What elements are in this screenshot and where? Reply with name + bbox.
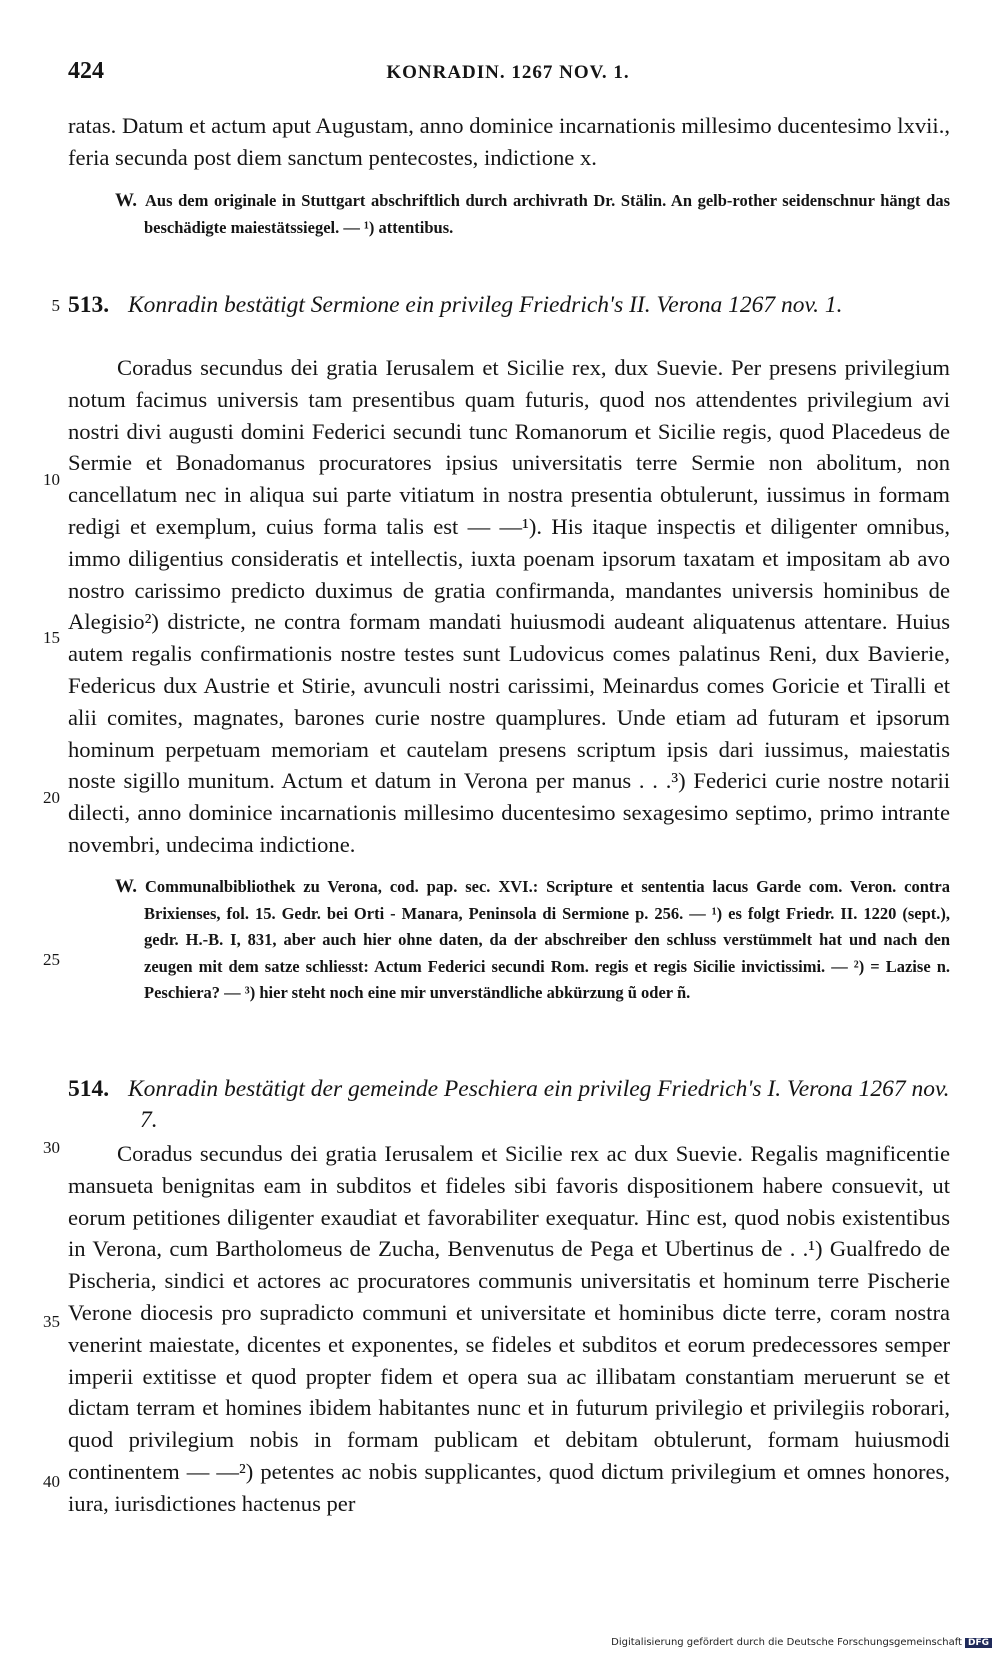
opening-paragraph bbox=[68, 110, 950, 174]
doc-513-note-text: Communalbibliothek zu Verona, cod. pap. sec. XVI.: Scripture et sententia lacus Garde com. Veron. contra Brixienses, fol. 15. Gedr. bei Orti - Manara, Peninsola di Sermione p. 256. — ¹) es folgt Friedr. II. 1220 (sept.), gedr. H.-B. I, 831, aber auch hier ohne daten, da der abschreiber den schluss verstümmelt hat und nach den zeugen mit dem satze schliesst: Actum Federici secundi Rom. regis et regis Sicilie invictissimi. — ²) = Lazise n. Peschiera? — ³) hier steht noch eine mir unverständliche abkürzung ũ oder ñ. bbox=[144, 877, 950, 1002]
doc-513-text: Coradus secundus dei gratia Ierusalem et Sicilie rex, dux Suevie. Per presens privilegium notum facimus universis tam presentibus quam futuris, quod nos attendentes privilegium avi nostri divi augusti domini Federici secundi tunc Romanorum et Sicilie regis, quod Placedeus de Sermie et Bonadomanus procuratores ipsius universitatis terre Sermie non abolitum, non cancellatum nec in aliqua sui parte vitiatum in nostra presentia obtulerunt, iussimus in formam redigi et exemplum, cuius forma talis est — —¹). His itaque inspectis et diligenter omnibus, immo diligentius consideratis et intellectis, iuxta poenam ipsorum taxatam et impositam ab avo nostro carissimo predicto duximus de gratia confirmanda, mandantes universis hominibus de Alegisio²) districte, ne contra formam mandati huiusmodi audeant aliquatenus attentare. Huius autem regalis confirmationis nostre testes sunt Ludovicus comes palatinus Reni, dux Bavierie, Federicus dux Austrie et Stirie, avunculi nostri carissimi, Meinardus comes Goricie et Tiralli et alii comites, magnates, barones curie nostre quamplures. Unde etiam ad futuram et ipsorum hominum perpetuam memoriam et cautelam presens scriptum ipsis dari iussimus, maiestatis noste sigillo munitum. Actum et datum in Verona per manus . . .³) Federici curie nostre notarii dilecti, anno dominice incarnationis millesimo ducentesimo sexagesimo septimo, primo intrante novembri, undecima indictione. bbox=[68, 355, 950, 857]
doc-514-text: Coradus secundus dei gratia Ierusalem et Sicilie rex ac dux Suevie. Regalis magnificentie mansueta benignitas eam in subditos et fideles sibi favoris dispositionem habere consuevit, ut eorum petitiones diligenter exaudiat et favorabiliter exequatur. Hinc est, quod nobis existentibus in Verona, cum Bartholomeus de Zucha, Benvenutus de Pega et Ubertinus de . .¹) Gualfredo de Pischeria, sindici et actores ac procuratores communis universitatis et hominum terre Pischerie Verone diocesis pro supradicto communi et universitate et hominibus dicte terre, coram nostra venerint maiestate, dicentes et exponentes, se fideles et subditos et eorum predecessores semper imperii extitisse et quod propter fidem et opera sua ac illibatam constantiam meruerunt se et dictam terram et homines ibidem habitantes nunc et in futurum privilegio et privilegiis roborari, quod privilegium nobis in formam publicam et debitam obtulerunt, formam huiusmodi continentem — —²) petentes ac nobis supplicantes, quod dictum privilegium et omnes honores, iura, iurisdictiones hactenus per bbox=[68, 1141, 950, 1516]
note-512 bbox=[68, 188, 950, 241]
credit-text: Digitalisierung gefördert durch die Deutsche Forschungsgemeinschaft bbox=[611, 1637, 962, 1648]
doc-514-title: Konradin bestätigt der gemeinde Peschiera ein privileg Friedrich's I. Verona 1267 nov. 7. bbox=[128, 1076, 950, 1133]
line-number-15: 15 bbox=[43, 628, 60, 647]
line-number-25: 25 bbox=[43, 950, 60, 969]
opening-text: ratas. Datum et actum aput Augustam, anno dominice incarnationis millesimo ducentesimo lxvii., feria secunda post diem sanctum pentecostes, indictione x. bbox=[68, 113, 950, 170]
note-512-siglum: W. bbox=[115, 190, 138, 211]
dfg-logo: DFG bbox=[965, 1638, 992, 1648]
line-number-30: 30 bbox=[43, 1138, 60, 1157]
digitization-credit bbox=[611, 1637, 992, 1648]
page-header bbox=[68, 58, 948, 88]
doc-514-heading bbox=[68, 1074, 950, 1136]
line-number-20: 20 bbox=[43, 788, 60, 807]
line-number-40: 40 bbox=[43, 1472, 60, 1491]
doc-513-body bbox=[68, 352, 950, 861]
line-number-5: 5 bbox=[51, 296, 60, 315]
doc-513-note-siglum: W. bbox=[115, 876, 138, 897]
doc-513-notes bbox=[68, 874, 950, 1007]
running-head: KONRADIN. 1267 NOV. 1. bbox=[386, 62, 630, 83]
doc-513-heading bbox=[68, 290, 950, 321]
line-number-35: 35 bbox=[43, 1312, 60, 1331]
doc-514-number: 514. bbox=[68, 1076, 110, 1102]
line-number-10: 10 bbox=[43, 470, 60, 489]
doc-514-body bbox=[68, 1138, 950, 1520]
doc-513-number: 513. bbox=[68, 292, 110, 318]
page-number: 424 bbox=[68, 58, 104, 84]
note-512-text: Aus dem originale in Stuttgart abschriftlich durch archivrath Dr. Stälin. An gelb-rother seidenschnur hängt das beschädigte maiestätssiegel. — ¹) attentibus. bbox=[144, 191, 950, 237]
doc-513-title: Konradin bestätigt Sermione ein privileg Friedrich's II. Verona 1267 nov. 1. bbox=[128, 292, 843, 318]
